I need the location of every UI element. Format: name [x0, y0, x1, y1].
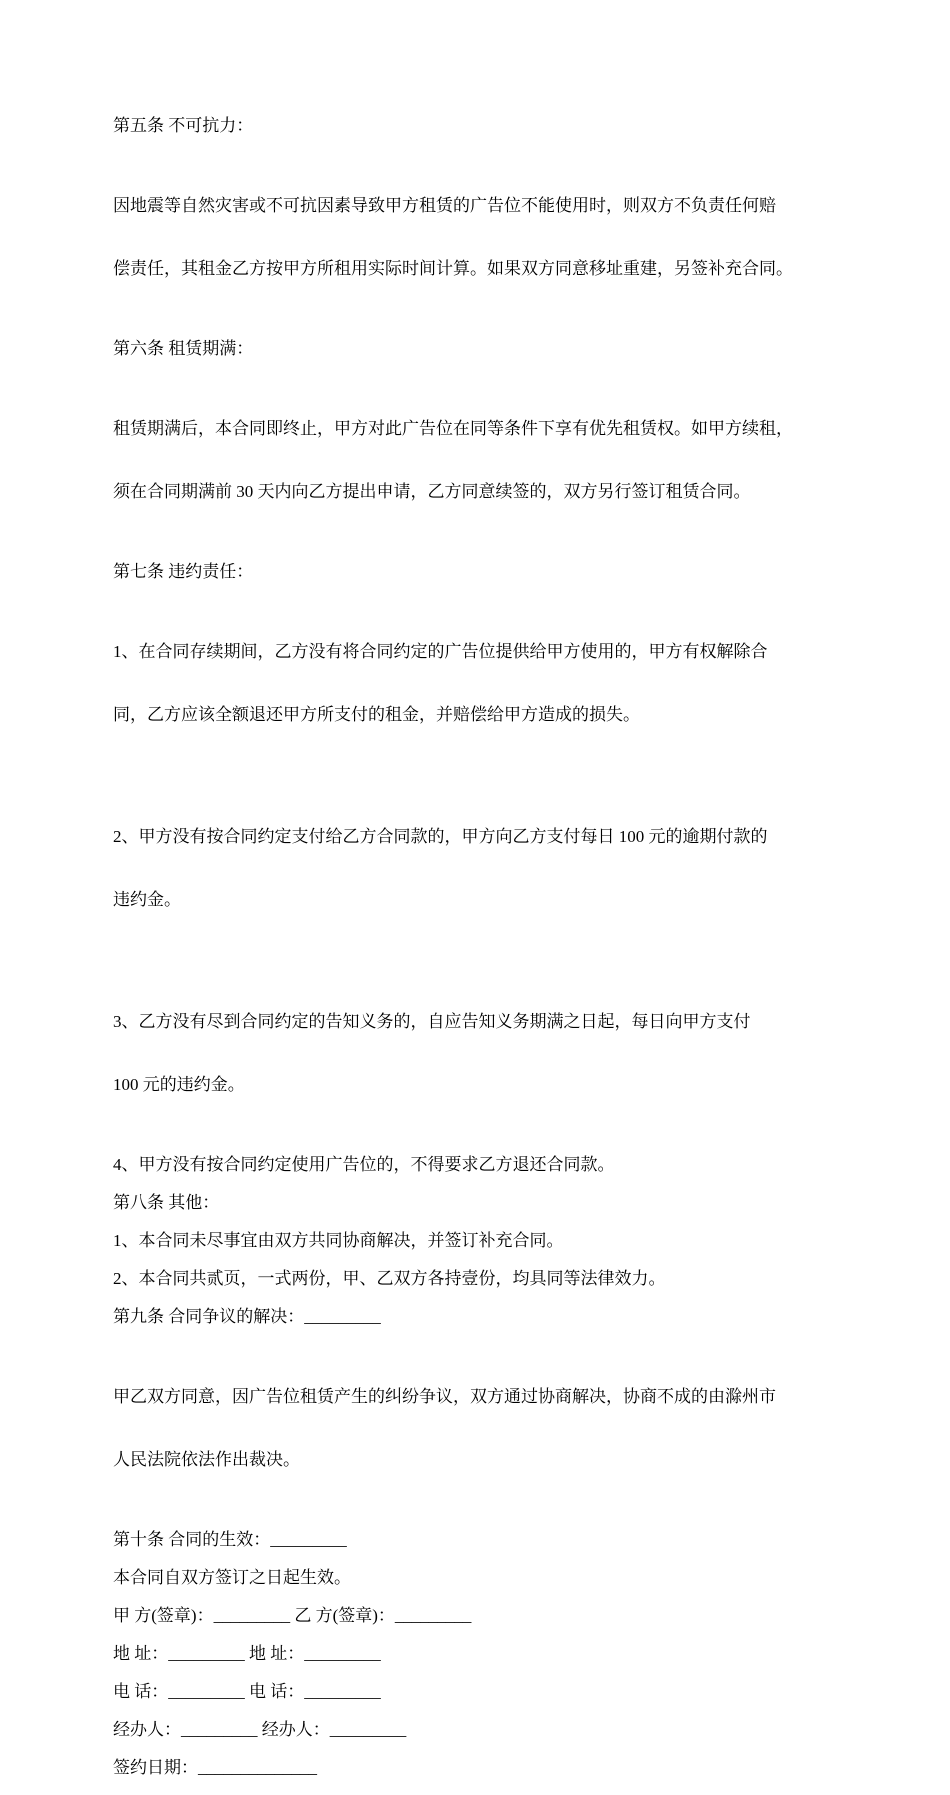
article-6-line-1: 租赁期满后，本合同即终止，甲方对此广告位在同等条件下享有优先租赁权。如甲方续租， [113, 419, 793, 438]
article-9-body [113, 1344, 838, 1512]
article-7-item-3 [113, 969, 838, 1137]
signature-parties-line: 甲 方(签章)：_________ 乙 方(签章)：_________ [113, 1606, 472, 1625]
article-8-item-1: 1、本合同未尽事宜由双方共同协商解决，并签订补充合同。 [113, 1231, 564, 1250]
article-8-heading: 第八条 其他： [113, 1193, 220, 1212]
article-7-item-3-line-2: 100 元的违约金。 [113, 1075, 245, 1094]
article-9-line-2: 人民法院依法作出裁决。 [113, 1450, 300, 1469]
signature-agent-line: 经办人：_________ 经办人：_________ [113, 1720, 407, 1739]
article-9-heading: 第九条 合同争议的解决：_________ [113, 1307, 381, 1326]
article-6-line-2: 须在合同期满前 30 天内向乙方提出申请，乙方同意续签的，双方另行签订租赁合同。 [113, 482, 751, 501]
signature-address-line: 地 址：_________ 地 址：_________ [113, 1644, 381, 1663]
article-5-heading: 第五条 不可抗力： [113, 116, 254, 135]
article-10-heading: 第十条 合同的生效：_________ [113, 1530, 347, 1549]
article-7-item-2-line-1: 2、甲方没有按合同约定支付给乙方合同款的，甲方向乙方支付每日 100 元的逾期付款的 [113, 827, 768, 846]
signature-phone-line: 电 话：_________ 电 话：_________ [113, 1682, 381, 1701]
article-7-heading: 第七条 违约责任： [113, 562, 254, 581]
article-6-heading: 第六条 租赁期满： [113, 339, 254, 358]
article-7-item-2-line-2: 违约金。 [113, 890, 181, 909]
article-7-item-2 [113, 784, 838, 952]
article-5-line-2: 偿责任，其租金乙方按甲方所租用实际时间计算。如果双方同意移址重建，另签补充合同。 [113, 259, 793, 278]
article-9-line-1: 甲乙双方同意，因广告位租赁产生的纠纷争议，双方通过协商解决，协商不成的由滁州市 [113, 1387, 776, 1406]
article-7-item-1 [113, 599, 838, 767]
article-7-item-1-line-2: 同，乙方应该全额退还甲方所支付的租金，并赔偿给甲方造成的损失。 [113, 705, 640, 724]
contract-page [113, 115, 838, 1795]
signature-date-line: 签约日期：______________ [113, 1758, 317, 1777]
article-7-item-1-line-1: 1、在合同存续期间，乙方没有将合同约定的广告位提供给甲方使用的，甲方有权解除合 [113, 642, 768, 661]
article-6-body [113, 376, 838, 544]
article-7-item-4: 4、甲方没有按合同约定使用广告位的，不得要求乙方退还合同款。 [113, 1155, 615, 1174]
article-7-item-3-line-1: 3、乙方没有尽到合同约定的告知义务的，自应告知义务期满之日起，每日向甲方支付 [113, 1012, 751, 1031]
article-10-body: 本合同自双方签订之日起生效。 [113, 1568, 351, 1587]
article-5-body [113, 153, 838, 321]
article-5-line-1: 因地震等自然灾害或不可抗因素导致甲方租赁的广告位不能使用时，则双方不负责任何赔 [113, 196, 776, 215]
article-8-item-2: 2、本合同共贰页，一式两份，甲、乙双方各持壹份，均具同等法律效力。 [113, 1269, 666, 1288]
